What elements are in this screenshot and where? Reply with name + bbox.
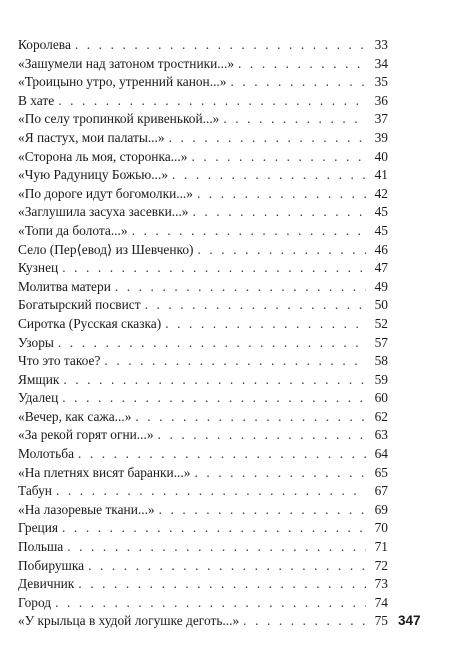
dot-leader: [191, 148, 366, 167]
toc-entry: [18, 389, 388, 408]
toc-entry: [18, 426, 388, 445]
toc-entry: [18, 482, 388, 501]
toc-entry: [18, 222, 388, 241]
toc-entry-title: «Топи да болота...»: [18, 222, 128, 238]
toc-entry-title: «Я пастух, мои палаты...»: [18, 129, 165, 145]
toc-entry-page: 58: [374, 353, 388, 369]
dot-leader: [159, 501, 366, 520]
dot-leader: [78, 445, 366, 464]
toc-entry: [18, 445, 388, 464]
dot-leader: [230, 73, 366, 92]
toc-entry: [18, 352, 388, 371]
toc-entry-page: 41: [374, 167, 388, 183]
dot-leader: [55, 594, 366, 613]
toc-entry: [18, 148, 388, 167]
toc-entry: [18, 557, 388, 576]
toc-entry: [18, 259, 388, 278]
dot-leader: [197, 185, 366, 204]
dot-leader: [62, 389, 366, 408]
toc-entry-page: 45: [374, 222, 388, 238]
toc-entry: [18, 296, 388, 315]
toc-entry: [18, 278, 388, 297]
toc-entry-title: Девичник: [18, 576, 75, 592]
toc-entry-page: 72: [374, 557, 388, 573]
toc-entry-page: 75: [374, 613, 388, 629]
toc-entry-page: 33: [374, 37, 388, 52]
toc-entry-title: «Вечер, как сажа...»: [18, 408, 132, 424]
toc-entry: [18, 73, 388, 92]
toc-entry: [18, 464, 388, 483]
dot-leader: [243, 612, 366, 631]
table-of-contents: [18, 36, 388, 631]
dot-leader: [75, 36, 366, 55]
dot-leader: [58, 334, 366, 353]
toc-entry: [18, 129, 388, 148]
dot-leader: [145, 296, 366, 315]
toc-entry-title: В хате: [18, 92, 55, 108]
toc-entry-title: Сиротка (Русская сказка): [18, 315, 162, 331]
dot-leader: [135, 408, 366, 427]
toc-entry: [18, 501, 388, 520]
toc-entry-title: Табун: [18, 483, 52, 499]
dot-leader: [158, 426, 366, 445]
page-number: 347: [398, 613, 421, 628]
toc-entry: [18, 185, 388, 204]
toc-entry: [18, 110, 388, 129]
toc-entry-page: 39: [374, 129, 388, 145]
dot-leader: [194, 464, 366, 483]
dot-leader: [132, 222, 366, 241]
dot-leader: [172, 166, 366, 185]
toc-entry: [18, 315, 388, 334]
toc-entry-page: 62: [374, 408, 388, 424]
toc-entry: [18, 575, 388, 594]
toc-entry-title: «Сторона ль моя, сторонка...»: [18, 148, 188, 164]
toc-entry-page: 71: [374, 539, 388, 555]
toc-entry: [18, 408, 388, 427]
toc-entry-page: 70: [374, 520, 388, 536]
toc-entry-title: Кузнец: [18, 260, 59, 276]
dot-leader: [62, 519, 366, 538]
toc-entry-page: 69: [374, 501, 388, 517]
toc-entry-page: 52: [374, 315, 388, 331]
toc-entry-page: 60: [374, 390, 388, 406]
toc-entry-title: Королева: [18, 37, 71, 52]
toc-entry-title: «Заглушила засуха засевки...»: [18, 204, 189, 220]
toc-entry-title: «Троицыно утро, утренний канон...»: [18, 74, 227, 90]
dot-leader: [63, 371, 366, 390]
toc-entry: [18, 519, 388, 538]
toc-entry-title: «На плетнях висят баранки...»: [18, 464, 191, 480]
toc-entry-title: Молотьба: [18, 446, 75, 462]
dot-leader: [58, 92, 366, 111]
dot-leader: [115, 278, 366, 297]
toc-entry-title: Ямщик: [18, 371, 60, 387]
toc-entry-title: Село (Пер⟨евод⟩ из Шевченко): [18, 241, 194, 257]
toc-entry-page: 36: [374, 92, 388, 108]
toc-entry-title: «У крыльца в худой логушке деготь...»: [18, 613, 240, 629]
toc-entry-page: 73: [374, 576, 388, 592]
toc-entry: [18, 36, 388, 55]
toc-entry: [18, 538, 388, 557]
toc-entry-title: Богатырский посвист: [18, 297, 141, 313]
dot-leader: [169, 129, 366, 148]
toc-entry-page: 37: [374, 111, 388, 127]
toc-entry-page: 34: [374, 55, 388, 71]
toc-entry: [18, 166, 388, 185]
toc-entry-title: Молитва матери: [18, 278, 111, 294]
toc-entry-page: 74: [374, 594, 388, 610]
toc-entry-page: 42: [374, 185, 388, 201]
toc-entry: [18, 612, 388, 631]
dot-leader: [67, 538, 366, 557]
dot-leader: [165, 315, 366, 334]
toc-entry: [18, 241, 388, 260]
toc-entry: [18, 334, 388, 353]
toc-entry-page: 50: [374, 297, 388, 313]
toc-entry-title: «За рекой горят огни...»: [18, 427, 154, 443]
toc-entry: [18, 371, 388, 390]
dot-leader: [223, 110, 366, 129]
toc-entry-title: «Чую Радуницу Божью...»: [18, 167, 169, 183]
toc-entry: [18, 92, 388, 111]
toc-entry-page: 63: [374, 427, 388, 443]
toc-entry-title: Польша: [18, 539, 64, 555]
toc-entry-page: 35: [374, 74, 388, 90]
toc-entry-page: 57: [374, 334, 388, 350]
toc-entry: [18, 594, 388, 613]
toc-entry-page: 67: [374, 483, 388, 499]
toc-entry-title: Город: [18, 594, 52, 610]
toc-entry-title: Греция: [18, 520, 59, 536]
dot-leader: [78, 575, 366, 594]
toc-entry-title: «На лазоревые ткани...»: [18, 501, 155, 517]
dot-leader: [198, 241, 366, 260]
dot-leader: [104, 352, 366, 371]
toc-entry-title: «По селу тропинкой кривенькой...»: [18, 111, 220, 127]
toc-entry-page: 65: [374, 464, 388, 480]
dot-leader: [88, 557, 366, 576]
toc-entry-page: 40: [374, 148, 388, 164]
toc-entry-title: Удалец: [18, 390, 59, 406]
toc-entry-page: 46: [374, 241, 388, 257]
toc-entry: [18, 203, 388, 222]
dot-leader: [193, 203, 366, 222]
toc-entry-title: Побирушка: [18, 557, 85, 573]
dot-leader: [62, 259, 366, 278]
toc-entry: [18, 55, 388, 74]
toc-entry-title: «По дороге идут богомолки...»: [18, 185, 193, 201]
dot-leader: [56, 482, 366, 501]
toc-entry-page: 64: [374, 446, 388, 462]
dot-leader: [238, 55, 366, 74]
toc-entry-title: Узоры: [18, 334, 54, 350]
toc-entry-title: «Зашумели над затоном тростники...»: [18, 55, 235, 71]
toc-entry-page: 49: [374, 278, 388, 294]
toc-entry-title: Что это такое?: [18, 353, 101, 369]
toc-entry-page: 59: [374, 371, 388, 387]
toc-entry-page: 47: [374, 260, 388, 276]
toc-entry-page: 45: [374, 204, 388, 220]
